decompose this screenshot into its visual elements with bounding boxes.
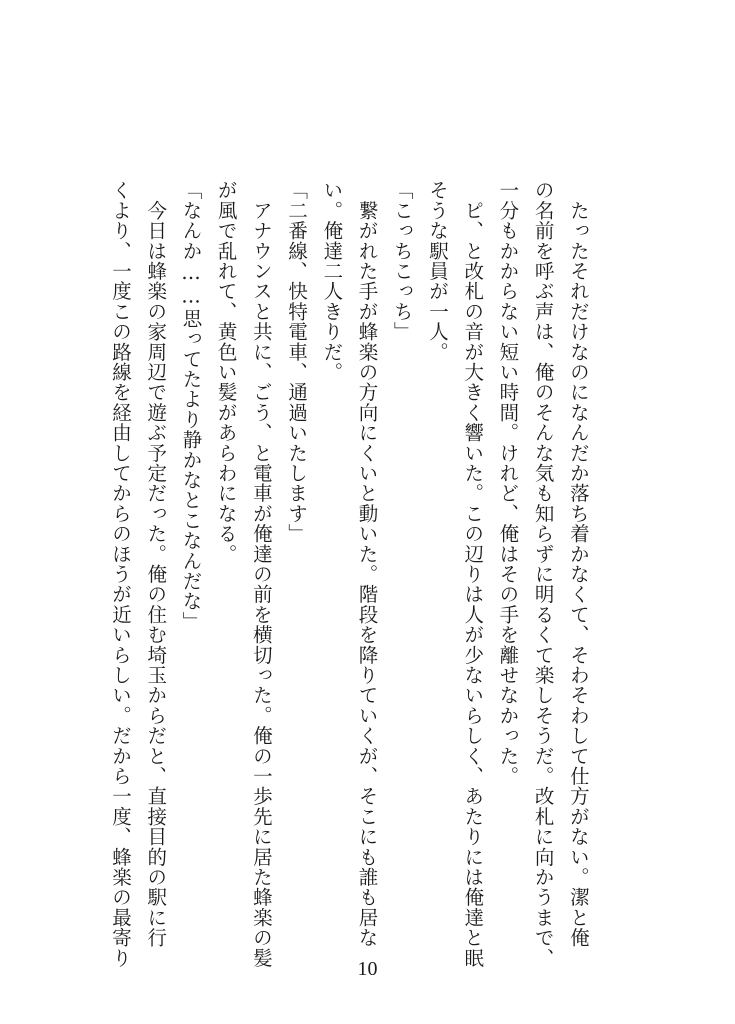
text-line: が風で乱れて、黄色い髪があらわになる。 (214, 180, 238, 564)
text-line: 「なんか……思ってたより静かなとこなんだな」 (179, 180, 203, 632)
text-line: たったそれだけなのになんだか落ち着かなくて、そわそわして仕方がない。潔と俺 (566, 180, 590, 948)
page-number: 10 (357, 958, 378, 980)
text-line: くより、一度この路線を経由してからのほうが近いらしい。だから一度、蜂楽の最寄り (109, 180, 132, 968)
text-line: ピ、と改札の音が大きく響いた。この辺りは人が少ないらしく、あたりには俺達と眠 (461, 180, 485, 968)
text-line: の名前を呼ぶ声は、俺のそんな気も知らずに明るくて楽しそうだ。改札に向かうまで、 (531, 180, 555, 968)
text-line: そうな駅員が一人。 (425, 180, 449, 362)
text-line: 「二番線、快特電車、通過いたします」 (285, 180, 309, 544)
text-line: アナウンスと共に、ごう、と電車が俺達の前を横切った。俺の一歩先に居た蜂楽の髪 (249, 180, 273, 968)
vertical-text-body (108, 180, 590, 968)
text-line: 「こっちこっち」 (390, 180, 414, 342)
text-line: 繋がれた手が蜂楽の方向にくいと動いた。階段を降りていくが、そこにも誰も居な (355, 180, 379, 948)
text-line: い。俺達二人きりだ。 (320, 180, 344, 382)
text-line: 一分もかからない短い時間。けれど、俺はその手を離せなかった。 (496, 180, 520, 786)
text-line: 今日は蜂楽の家周辺で遊ぶ予定だった。俺の住む埼玉からだと、直接目的の駅に行 (144, 180, 168, 948)
